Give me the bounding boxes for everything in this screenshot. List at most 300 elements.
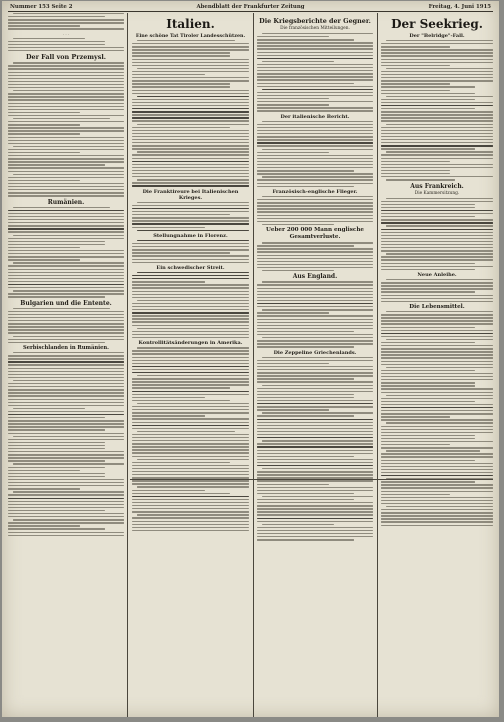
- text-line: [8, 16, 105, 17]
- text-line: [257, 487, 373, 488]
- text-line: [386, 253, 493, 254]
- text-line: [132, 220, 249, 221]
- text-line: [381, 133, 493, 134]
- text-line: [381, 515, 493, 516]
- text-line: [132, 86, 230, 87]
- text-line: [8, 75, 124, 76]
- text-line: [137, 431, 235, 432]
- text-line: [257, 499, 354, 500]
- text-line: [8, 423, 124, 424]
- text-line: [8, 265, 124, 266]
- text-line: [381, 333, 493, 334]
- text-line: [137, 272, 249, 273]
- text-line: [8, 467, 105, 468]
- text-line: [132, 452, 249, 453]
- text-line: [257, 409, 329, 410]
- text-line: [381, 357, 493, 358]
- rumaenien-heading: Rumänien.: [47, 198, 85, 206]
- text-line: [381, 139, 493, 140]
- text-line: [8, 222, 124, 223]
- gegner-subheading: Die französischen Mitteilungen.: [280, 26, 350, 31]
- text-line: [381, 80, 493, 81]
- text-line: [257, 428, 373, 429]
- text-line: [257, 388, 373, 389]
- text-line: [8, 228, 124, 229]
- text-line: [381, 210, 493, 211]
- text-line: [8, 281, 124, 282]
- frankreich-heading: Aus Frankreich.: [410, 182, 464, 190]
- text-line: [132, 83, 230, 84]
- text-line: [132, 394, 249, 395]
- text-line: [381, 288, 493, 289]
- text-line: [381, 435, 475, 436]
- text-line: [386, 339, 493, 340]
- text-line: [8, 109, 124, 110]
- text-line: [381, 291, 475, 292]
- text-line: [257, 443, 373, 444]
- text-line: [381, 354, 493, 355]
- text-line: [381, 314, 493, 315]
- text-line: [381, 102, 493, 103]
- text-line: [381, 497, 493, 498]
- text-line: [132, 136, 249, 137]
- text-line: [132, 391, 249, 392]
- text-line: [386, 422, 493, 423]
- text-line: [8, 320, 124, 321]
- text-line: [132, 468, 249, 469]
- text-line: [132, 418, 249, 419]
- text-line: [257, 303, 373, 304]
- text-line: [381, 105, 493, 106]
- text-line: [257, 315, 373, 316]
- text-line: [132, 387, 230, 388]
- bulgarien-heading: Bulgarien und die Entente.: [20, 299, 112, 307]
- text-line: [132, 508, 249, 509]
- italien-heading: Italien.: [166, 17, 215, 31]
- text-line: [132, 415, 205, 416]
- text-line: [381, 266, 493, 267]
- text-line: [8, 238, 124, 239]
- england-body: [257, 281, 373, 347]
- text-line: [257, 434, 373, 435]
- text-line: [8, 389, 124, 390]
- text-line: [8, 323, 124, 324]
- text-line: [132, 465, 249, 466]
- text-line: [132, 227, 205, 228]
- text-line: [381, 317, 493, 318]
- text-line: [381, 342, 475, 343]
- text-line: [262, 176, 373, 177]
- text-line: [13, 491, 124, 492]
- text-line: [137, 375, 249, 376]
- text-line: [8, 470, 80, 471]
- text-line: [132, 185, 249, 186]
- text-line: [8, 287, 124, 288]
- text-line: [381, 370, 475, 371]
- text-line: [132, 517, 249, 518]
- text-line: [132, 440, 249, 441]
- text-line: [257, 456, 354, 457]
- text-line: [132, 456, 249, 457]
- schwedisch-heading: Ein schwedischer Streit.: [156, 264, 225, 271]
- franktireur-heading: Die Franktireure bei Italienischen Krieges.: [142, 188, 239, 201]
- text-line: [257, 533, 373, 534]
- text-line: [257, 450, 373, 451]
- text-line: [257, 73, 373, 74]
- text-line: [381, 232, 493, 233]
- text-line: [137, 202, 249, 203]
- text-line: [132, 49, 249, 50]
- text-line: [8, 293, 124, 294]
- text-line: [257, 328, 373, 329]
- text-line: [257, 255, 373, 256]
- text-line: [381, 503, 493, 504]
- text-line: [13, 90, 124, 91]
- text-line: [132, 214, 230, 215]
- text-line: [262, 496, 373, 497]
- text-line: [132, 130, 249, 131]
- text-line: [257, 465, 373, 466]
- text-line: [132, 205, 249, 206]
- text-line: [8, 332, 124, 333]
- text-line: [381, 444, 450, 445]
- text-line: [8, 429, 105, 430]
- text-line: [381, 348, 493, 349]
- text-line: [137, 40, 235, 41]
- text-line: [257, 291, 373, 292]
- text-line: [132, 422, 249, 423]
- text-line: [13, 13, 124, 14]
- text-line: [381, 487, 493, 488]
- text-line: [137, 328, 249, 329]
- text-line: [137, 240, 249, 241]
- lebensmittel-body: [381, 311, 493, 526]
- text-line: [381, 259, 493, 260]
- text-line: [257, 183, 373, 184]
- text-line: [257, 83, 354, 84]
- text-line: [8, 93, 124, 94]
- text-line: [381, 481, 475, 482]
- text-line: [132, 243, 249, 244]
- text-line: [8, 392, 124, 393]
- text-line: [381, 136, 493, 137]
- text-line: [132, 312, 249, 313]
- text-line: [257, 79, 373, 80]
- text-line: [257, 484, 329, 485]
- text-line: [381, 472, 493, 473]
- text-line: [257, 124, 373, 125]
- text-line: [386, 96, 493, 97]
- text-line: [381, 525, 493, 526]
- text-line: [257, 375, 373, 376]
- masthead-header: Abendblatt der Frankfurter Zeitung: [196, 4, 305, 10]
- text-line: [386, 506, 493, 507]
- text-line: [257, 340, 373, 341]
- text-line: [8, 402, 124, 403]
- column-rule-1: [127, 13, 128, 717]
- schwedisch-body: [132, 272, 249, 338]
- text-line: [381, 298, 493, 299]
- text-line: [381, 219, 493, 220]
- text-line: [257, 343, 373, 344]
- text-line: [132, 400, 230, 401]
- text-line: [8, 386, 124, 387]
- text-line: [257, 110, 373, 111]
- text-line: [257, 518, 373, 519]
- text-line: [257, 431, 373, 432]
- text-line: [257, 152, 329, 153]
- text-line: [8, 25, 80, 26]
- seekrieg-body: [381, 40, 493, 181]
- text-line: [8, 244, 105, 245]
- text-line: [132, 406, 249, 407]
- text-line: [8, 485, 124, 486]
- text-line: [257, 480, 373, 481]
- text-line: [132, 117, 249, 118]
- text-line: [8, 99, 124, 100]
- text-line: [257, 136, 373, 137]
- text-line: [137, 151, 249, 152]
- text-line: [132, 249, 249, 250]
- text-line: [132, 357, 249, 358]
- text-line: [8, 284, 124, 285]
- text-line: [132, 363, 249, 364]
- text-line: [132, 291, 249, 292]
- text-line: [257, 186, 354, 187]
- text-line: [262, 385, 373, 386]
- text-line: [132, 154, 249, 155]
- text-line: [13, 262, 124, 263]
- text-line: [257, 42, 373, 43]
- flieger-heading: Französisch-englische Flieger.: [272, 189, 358, 195]
- text-line: [132, 255, 249, 256]
- seekrieg-subheading: Der "Belridge"-Fall.: [409, 33, 465, 39]
- text-line: [8, 177, 124, 178]
- text-line: [8, 68, 124, 69]
- text-line: [257, 334, 373, 335]
- text-line: [257, 104, 329, 105]
- text-line: [132, 337, 249, 338]
- column-rule-2: [253, 13, 254, 717]
- text-line: [8, 361, 124, 362]
- text-line: [381, 90, 450, 91]
- text-line: [8, 140, 124, 141]
- text-line: [262, 242, 373, 243]
- text-line: [381, 453, 493, 454]
- text-line: [381, 247, 493, 248]
- verluste-heading: Ueber 200 000 Mann englische Gesamtverluste.: [266, 227, 364, 241]
- text-line: [262, 281, 373, 282]
- text-line: [132, 176, 249, 177]
- column-2: [132, 13, 249, 717]
- text-line: [132, 278, 249, 279]
- text-line: [8, 414, 124, 415]
- text-line: [8, 269, 124, 270]
- text-line: [257, 471, 373, 472]
- text-line: [262, 412, 373, 413]
- text-line: [8, 278, 124, 279]
- text-line: [257, 45, 373, 46]
- text-line: [257, 446, 373, 447]
- text-line: [132, 425, 249, 426]
- text-line: [386, 40, 493, 41]
- text-line: [132, 381, 249, 382]
- text-line: [8, 317, 124, 318]
- text-line: [132, 397, 205, 398]
- text-line: [132, 294, 249, 295]
- anleihe-body: [381, 279, 493, 302]
- text-line: [8, 216, 124, 217]
- text-line: [13, 408, 85, 409]
- text-line: [257, 397, 354, 398]
- text-line: [262, 270, 334, 271]
- fall-przemysl-body: [8, 62, 124, 196]
- text-line: [257, 95, 373, 96]
- text-line: [132, 43, 249, 44]
- text-line: [381, 466, 493, 467]
- text-line: [8, 482, 124, 483]
- text-line: [132, 127, 230, 128]
- text-line: [132, 167, 249, 168]
- text-line: [381, 463, 493, 464]
- text-line: [132, 252, 230, 253]
- text-line: [132, 372, 249, 373]
- text-line: [8, 210, 124, 211]
- notice-line: · · ·: [62, 31, 70, 37]
- text-line: [381, 52, 493, 53]
- text-line: [257, 521, 373, 522]
- text-line: [381, 456, 493, 457]
- gegner-body: [257, 33, 373, 112]
- text-line: [132, 325, 249, 326]
- text-line: [13, 235, 124, 236]
- text-line: [381, 345, 493, 346]
- text-line: [257, 167, 373, 168]
- text-line: [257, 48, 373, 49]
- text-line: [8, 528, 105, 529]
- text-line: [8, 259, 80, 260]
- text-line: [381, 323, 493, 324]
- text-line: [132, 331, 249, 332]
- text-line: [257, 527, 373, 528]
- text-line: [257, 211, 373, 212]
- text-line: [257, 208, 373, 209]
- text-line: [137, 230, 249, 231]
- text-line: [257, 36, 329, 37]
- text-line: [381, 74, 493, 75]
- text-line: [262, 89, 373, 90]
- text-line: [381, 117, 493, 118]
- text-line: [132, 93, 249, 94]
- text-line: [381, 167, 493, 168]
- text-line: [8, 256, 124, 257]
- text-line: [137, 300, 249, 301]
- text-line: [8, 213, 124, 214]
- text-line: [381, 65, 450, 66]
- text-line: [132, 360, 249, 361]
- text-line: [132, 80, 249, 81]
- text-line: [257, 381, 373, 382]
- text-line: [257, 245, 354, 246]
- text-line: [381, 469, 493, 470]
- text-line: [381, 426, 493, 427]
- text-line: [132, 71, 249, 72]
- text-line: [132, 59, 249, 60]
- text-line: [132, 55, 230, 56]
- text-line: [381, 83, 450, 84]
- text-line: [8, 501, 124, 502]
- text-line: [8, 183, 124, 184]
- text-line: [381, 127, 493, 128]
- text-line: [381, 216, 475, 217]
- text-line: [8, 149, 124, 150]
- text-line: [137, 486, 249, 487]
- text-line: [132, 148, 249, 149]
- text-line: [381, 282, 493, 283]
- text-line: [13, 336, 124, 337]
- text-line: [381, 86, 475, 87]
- notice-text: [8, 38, 124, 52]
- text-line: [381, 521, 493, 522]
- text-line: [262, 33, 373, 34]
- text-line: [132, 90, 249, 91]
- text-line: [132, 471, 249, 472]
- text-line: [381, 491, 493, 492]
- text-line: [381, 438, 475, 439]
- text-line: [262, 440, 373, 441]
- text-line: [257, 502, 373, 503]
- text-line: [13, 118, 110, 119]
- text-line: [8, 364, 124, 365]
- italien-body: [132, 40, 249, 187]
- text-line: [8, 133, 80, 134]
- text-line: [13, 207, 110, 208]
- text-line: [132, 133, 249, 134]
- text-line: [8, 383, 124, 384]
- frankreich-body: [381, 198, 493, 271]
- text-line: [8, 473, 105, 474]
- text-line: [8, 19, 124, 20]
- text-line: [386, 225, 493, 226]
- text-line: [132, 46, 249, 47]
- text-line: [381, 285, 493, 286]
- text-line: [132, 496, 249, 497]
- text-line: [381, 204, 475, 205]
- text-line: [262, 357, 373, 358]
- column-3: [257, 13, 373, 717]
- text-line: [386, 450, 480, 451]
- text-line: [381, 59, 493, 60]
- text-line: [13, 519, 124, 520]
- text-line: [257, 419, 373, 420]
- text-line: [132, 412, 249, 413]
- text-line: [8, 127, 124, 128]
- text-line: [8, 339, 124, 340]
- text-line: [8, 41, 105, 42]
- text-line: [257, 319, 373, 320]
- text-line: [257, 67, 373, 68]
- text-line: [8, 158, 124, 159]
- text-line: [257, 92, 373, 93]
- text-line: [257, 536, 373, 537]
- text-line: [257, 158, 373, 159]
- text-line: [257, 346, 354, 347]
- text-line: [8, 44, 105, 45]
- text-line: [132, 65, 249, 66]
- text-line: [381, 256, 493, 257]
- text-line: [381, 512, 493, 513]
- text-line: [381, 327, 475, 328]
